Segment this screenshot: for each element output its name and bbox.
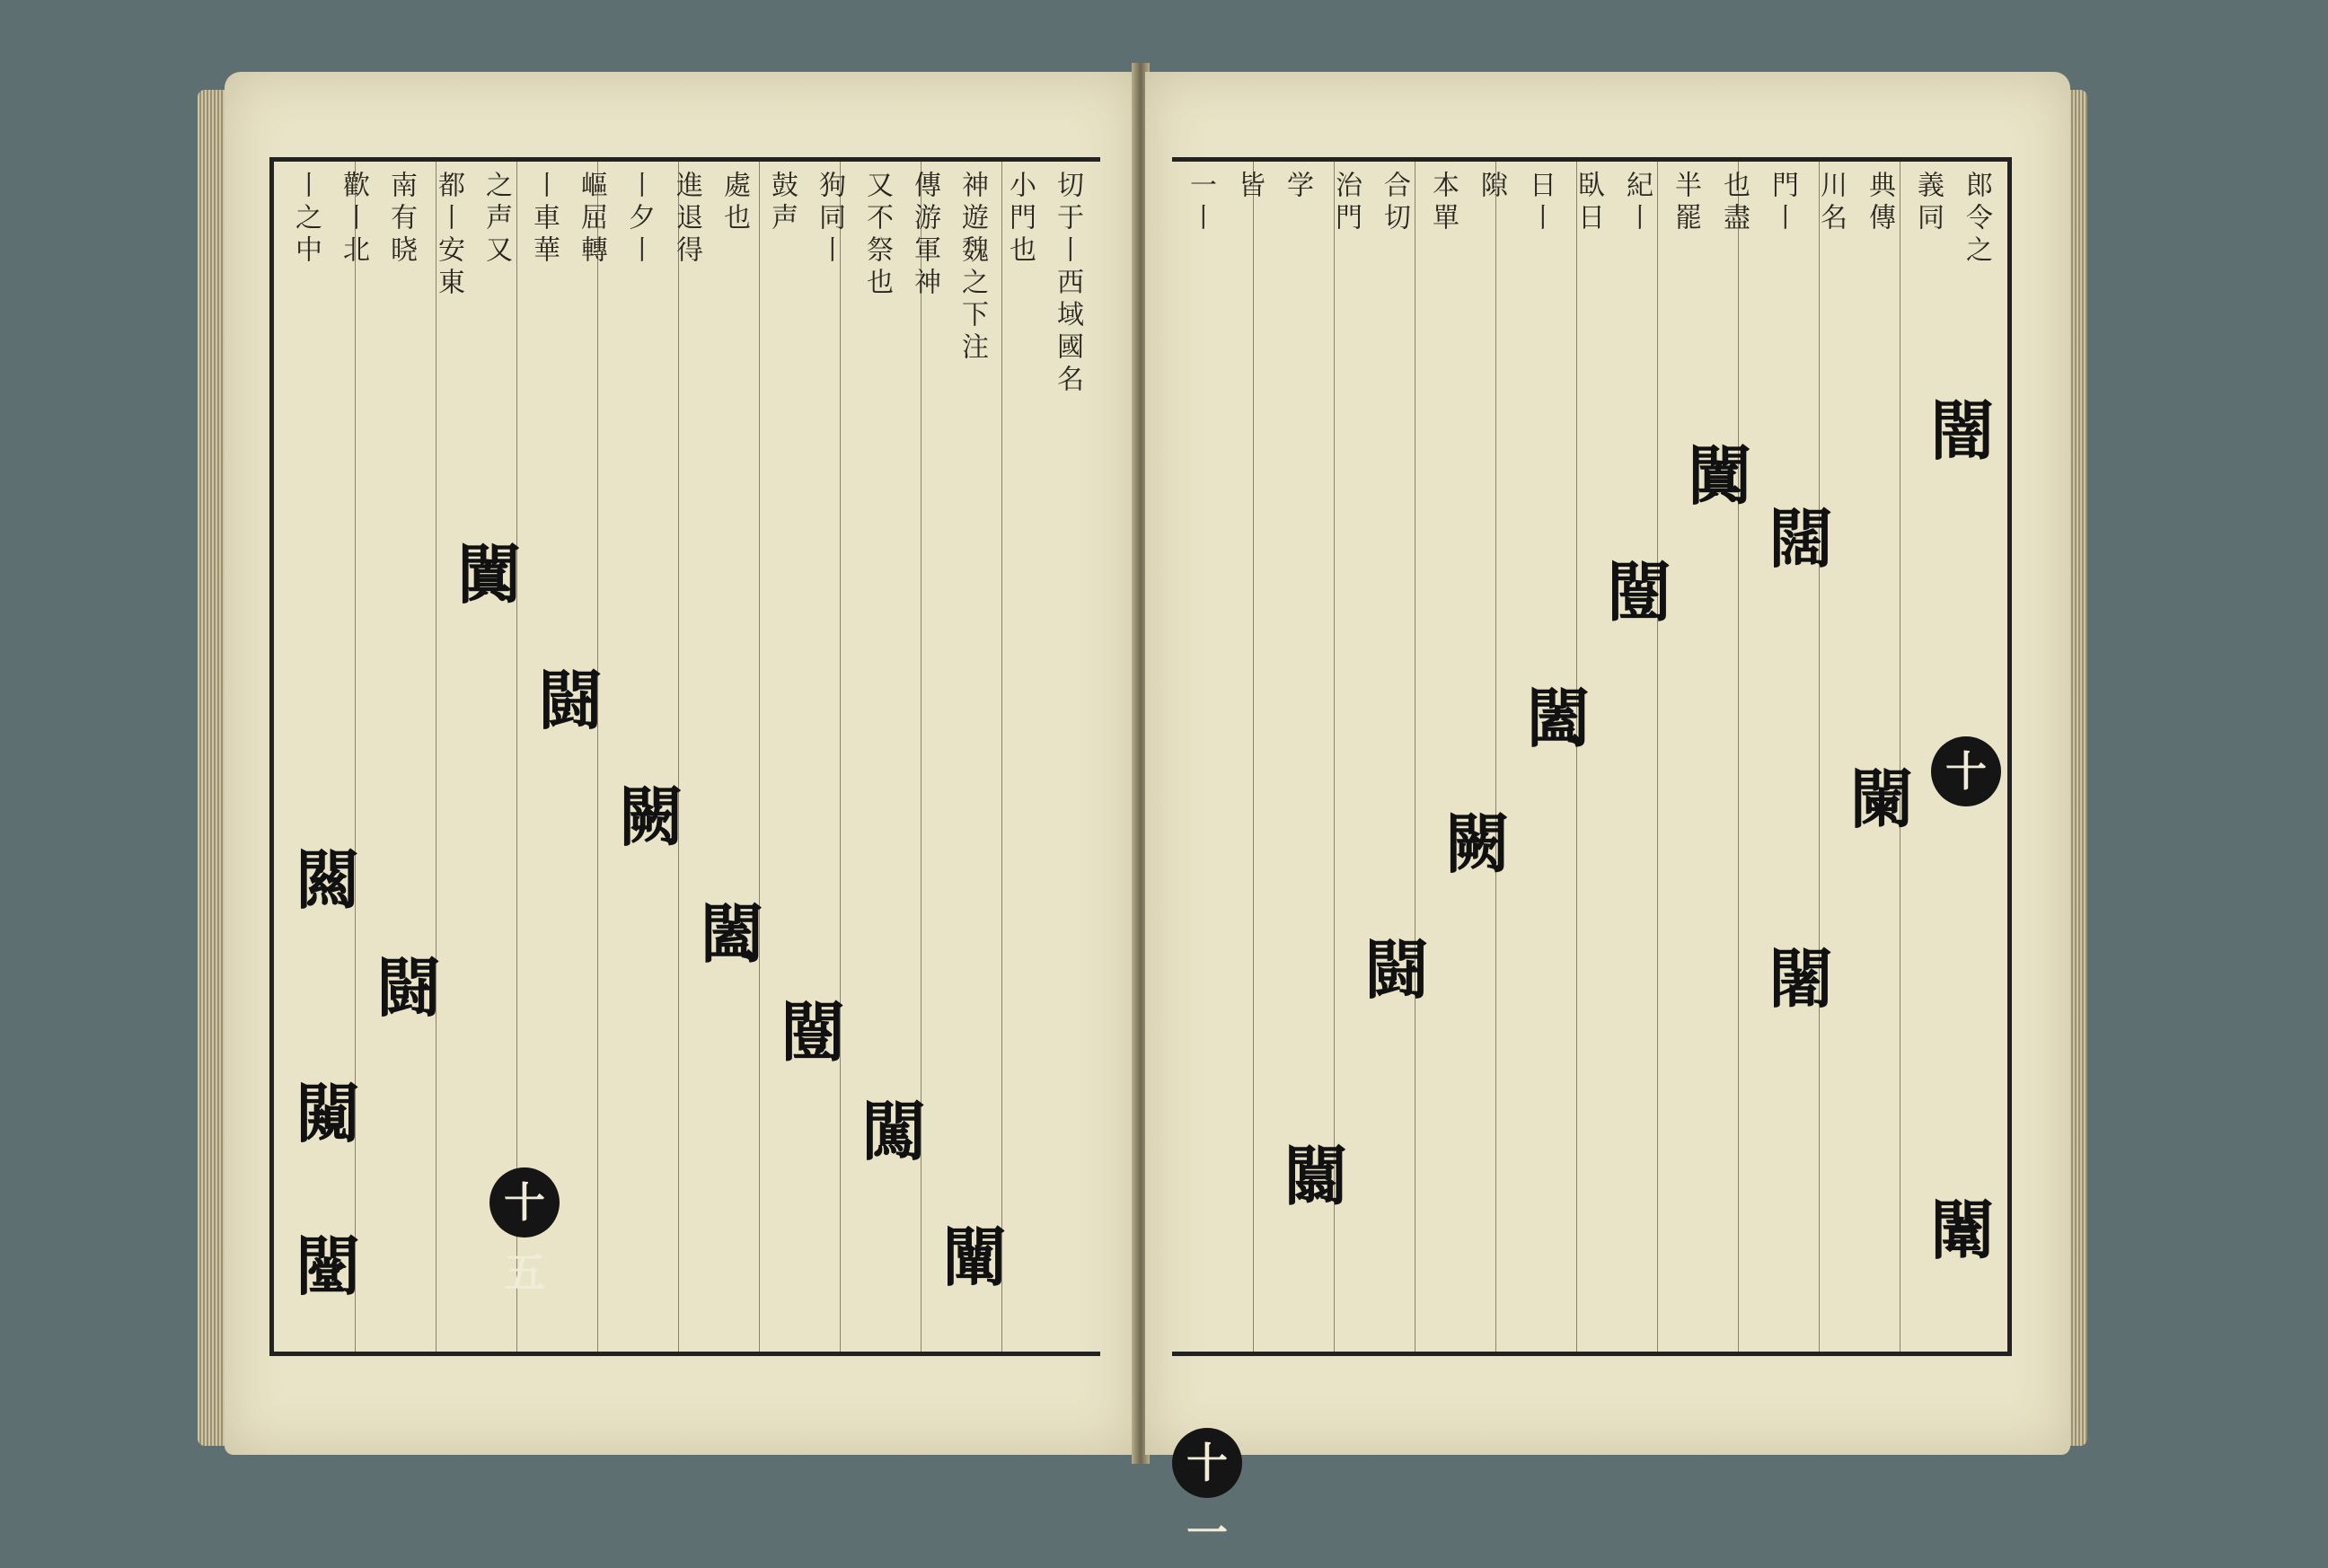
headword: 闚 [295,1075,360,1151]
text-line: 半罷 [1670,171,1701,235]
text-line: 皆 [1233,171,1265,203]
text-line: 之声又 [481,171,512,268]
text-line: 處也 [719,171,750,235]
text-line: 義同 [1912,171,1944,235]
text-line: 隙 [1476,171,1507,203]
text-line: 紀丨 [1621,171,1653,235]
text-line: 南有晓 [385,171,417,268]
text-line: 治門 [1330,171,1362,235]
headword: 闕 [618,779,683,855]
headword: 闘 [537,662,603,738]
text-line: 丨夕丨 [623,171,655,268]
section-number-marker: 十一 [1172,1428,1242,1498]
headword: 闓 [780,994,845,1070]
text-line: 丨車華 [528,171,560,268]
headword: 闇 [1929,392,1995,469]
headword: 闗 [295,841,360,918]
text-line: 切于丨西域國名 [1052,171,1083,397]
headword: 闌 [1848,761,1914,837]
text-line: 都丨安東 [433,171,464,300]
text-line: 郎令之 [1961,171,1992,268]
headword: 闘 [1363,931,1429,1008]
right-page-frame [1172,157,2012,1557]
section-number-marker: 十五 [489,1167,560,1238]
headword: 闔 [699,895,764,972]
page-edges-left [198,90,228,1446]
headword: 闡 [941,1219,1007,1295]
headword: 闛 [295,1228,360,1304]
headword: 闐 [1687,437,1752,514]
text-line: 日丨 [1524,171,1556,235]
headword: 闓 [1606,554,1671,630]
right-page [1145,72,2070,1557]
headword: 闍 [1768,940,1833,1017]
text-line: 川名 [1815,171,1847,235]
headword: 闐 [456,536,522,612]
headword: 闊 [1768,500,1833,577]
text-line: 合切 [1379,171,1410,235]
headword: 闒 [1283,1138,1348,1214]
left-page-frame [269,157,1100,1356]
text-line: 神遊魏之下注 [957,171,988,365]
text-line: 鼓声 [766,171,798,235]
text-line: 丨之中 [290,171,322,268]
headword: 闘 [375,949,441,1026]
text-line: 進退得 [671,171,702,268]
text-line: 門丨 [1767,171,1798,235]
text-line: 小門也 [1004,171,1036,268]
section-number-marker: 十 [1931,736,2001,806]
text-line: 又不祭也 [861,171,893,300]
headword: 闖 [860,1093,926,1169]
text-line: 臥日 [1573,171,1604,235]
text-line: 本單 [1427,171,1459,235]
text-line: 歡丨北 [338,171,369,268]
text-line: 也盡 [1718,171,1750,235]
left-page [225,72,1136,1455]
text-line: 学 [1282,171,1313,203]
headword: 闔 [1525,680,1591,756]
open-book [198,54,2084,1557]
text-line: 典傳 [1864,171,1895,235]
headword: 闈 [1929,1192,1995,1268]
headword: 闕 [1444,806,1510,882]
text-line: 狗同丨 [814,171,845,268]
text-line: 傳游軍神 [909,171,940,300]
text-line: 一丨 [1185,171,1216,235]
text-line: 嶇屈轉 [576,171,607,268]
